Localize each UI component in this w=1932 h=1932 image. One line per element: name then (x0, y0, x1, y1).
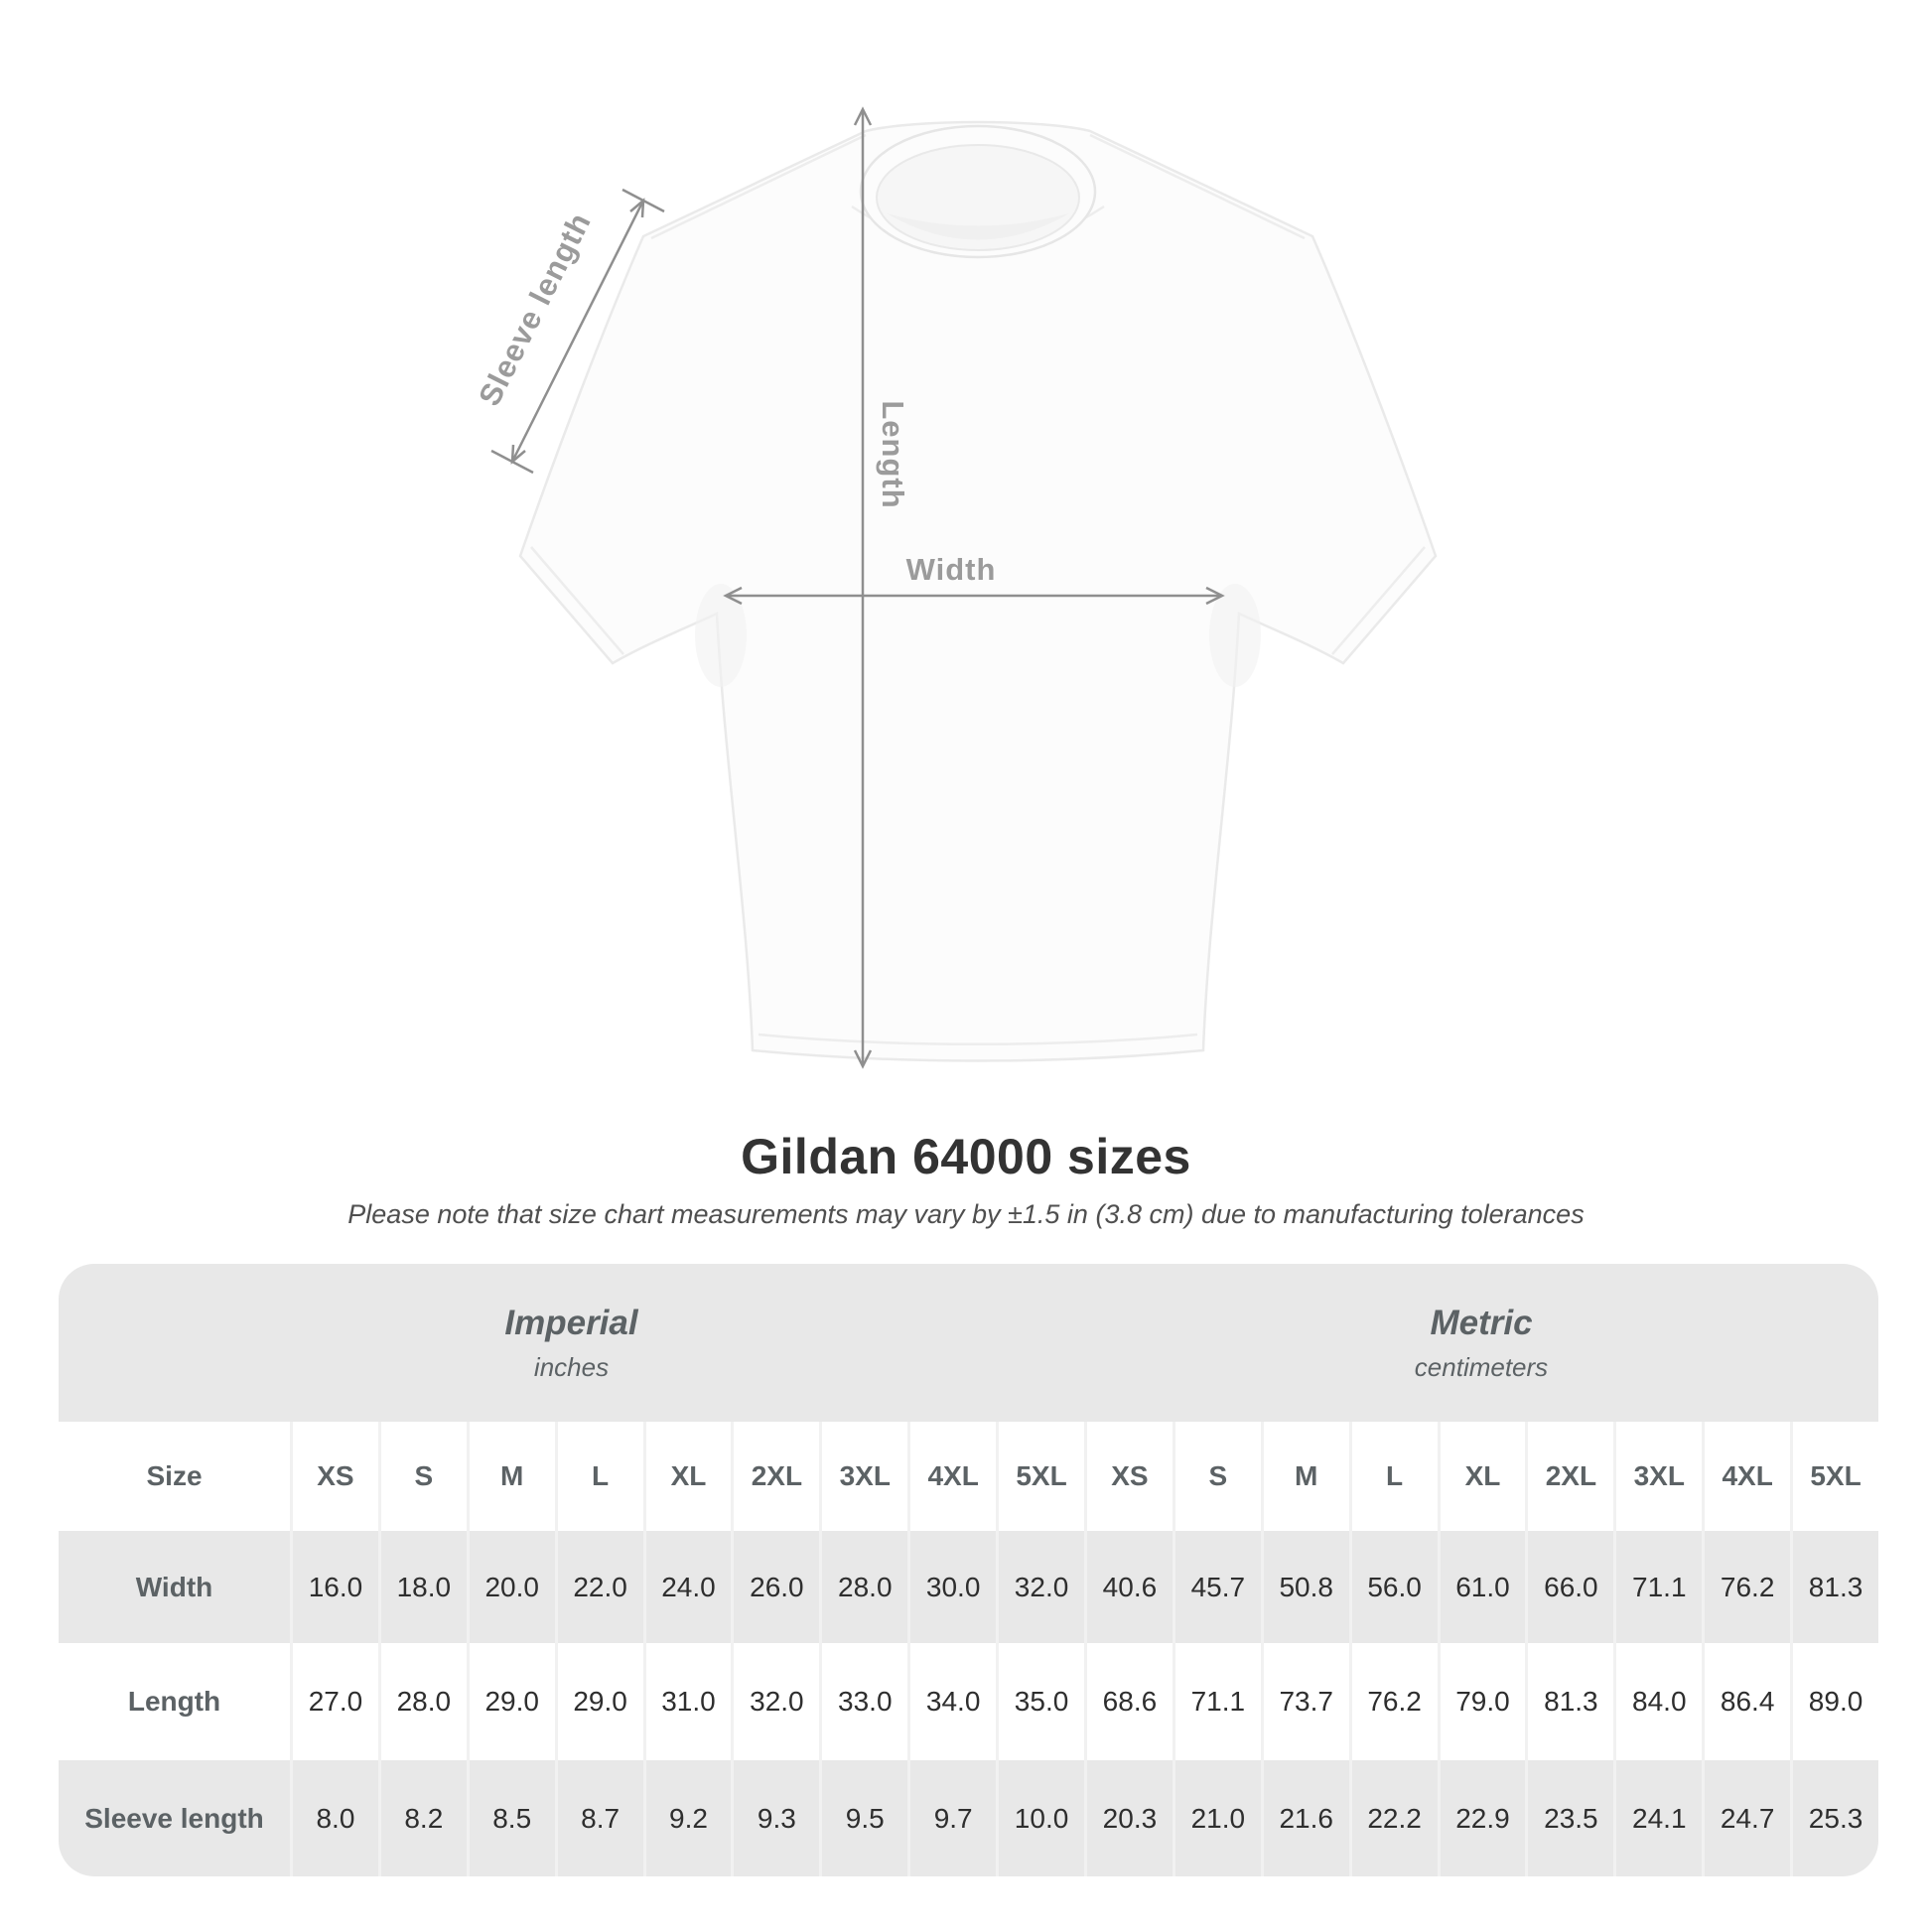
table-cell: 71.1 (1173, 1643, 1261, 1760)
size-column-header: XS (1084, 1422, 1173, 1531)
table-cell: 76.2 (1349, 1643, 1438, 1760)
tolerance-note: Please note that size chart measurements may vary by ±1.5 in (3.8 cm) due to manufacturing tolerances (347, 1199, 1585, 1229)
table-cell: 73.7 (1261, 1643, 1349, 1760)
imperial-unit-label: inches (533, 1351, 610, 1382)
table-cell: 25.3 (1790, 1760, 1878, 1876)
size-column-header: 3XL (819, 1422, 907, 1531)
size-column-header: M (467, 1422, 555, 1531)
table-cell: 35.0 (996, 1643, 1084, 1760)
table-cell: 33.0 (819, 1643, 907, 1760)
table-cell: 76.2 (1702, 1531, 1790, 1643)
table-cell: 32.0 (996, 1531, 1084, 1643)
size-column-header: L (555, 1422, 643, 1531)
table-cell: 9.7 (907, 1760, 996, 1876)
table-cell: 10.0 (996, 1760, 1084, 1876)
unit-group-row (59, 1264, 1878, 1422)
row-label: Sleeve length (84, 1802, 264, 1834)
table-cell: 30.0 (907, 1531, 996, 1643)
table-cell: 9.3 (731, 1760, 819, 1876)
table-cell: 22.9 (1438, 1760, 1526, 1876)
table-cell: 24.1 (1613, 1760, 1702, 1876)
table-cell: 22.2 (1349, 1760, 1438, 1876)
table-cell: 50.8 (1261, 1531, 1349, 1643)
table-cell: 34.0 (907, 1643, 996, 1760)
table-cell: 26.0 (731, 1531, 819, 1643)
size-column-header: XS (290, 1422, 378, 1531)
size-column-header: 2XL (1525, 1422, 1613, 1531)
tshirt-illustration (520, 122, 1436, 1061)
table-cell: 24.7 (1702, 1760, 1790, 1876)
table-cell: 31.0 (643, 1643, 732, 1760)
metric-label: Metric (1430, 1303, 1533, 1342)
table-cell: 21.6 (1261, 1760, 1349, 1876)
table-cell: 28.0 (378, 1643, 467, 1760)
size-column-header: S (1173, 1422, 1261, 1531)
table-cell: 71.1 (1613, 1531, 1702, 1643)
size-column-header: 3XL (1613, 1422, 1702, 1531)
table-cell: 16.0 (290, 1531, 378, 1643)
table-cell: 45.7 (1173, 1531, 1261, 1643)
imperial-group-header (59, 1264, 1084, 1422)
table-cell: 9.2 (643, 1760, 732, 1876)
table-cell: 27.0 (290, 1643, 378, 1760)
size-column-header: 5XL (1790, 1422, 1878, 1531)
table-cell: 81.3 (1525, 1643, 1613, 1760)
width-label: Width (905, 552, 997, 587)
table-cell: 81.3 (1790, 1531, 1878, 1643)
table-cell: 8.0 (290, 1760, 378, 1876)
table-cell: 8.5 (467, 1760, 555, 1876)
table-cell: 22.0 (555, 1531, 643, 1643)
metric-group-header (1084, 1264, 1878, 1422)
table-cell: 56.0 (1349, 1531, 1438, 1643)
size-table (59, 1264, 1878, 1876)
size-header-row (59, 1422, 1878, 1531)
imperial-label: Imperial (504, 1303, 638, 1342)
table-cell: 29.0 (555, 1643, 643, 1760)
sleeve-length-label: Sleeve length (472, 207, 599, 412)
table-cell: 79.0 (1438, 1643, 1526, 1760)
size-corner-label: Size (146, 1460, 203, 1491)
table-row-length (59, 1643, 1878, 1760)
table-row-sleeve-length (59, 1760, 1878, 1876)
table-cell: 20.3 (1084, 1760, 1173, 1876)
size-column-header: 4XL (907, 1422, 996, 1531)
table-cell: 86.4 (1702, 1643, 1790, 1760)
size-column-header: L (1349, 1422, 1438, 1531)
table-cell: 28.0 (819, 1531, 907, 1643)
table-cell: 8.7 (555, 1760, 643, 1876)
row-label: Length (127, 1686, 221, 1717)
table-cell: 23.5 (1525, 1760, 1613, 1876)
size-column-header: 5XL (996, 1422, 1084, 1531)
page-title: Gildan 64000 sizes (741, 1129, 1191, 1184)
table-cell: 40.6 (1084, 1531, 1173, 1643)
size-column-header: 4XL (1702, 1422, 1790, 1531)
table-cell: 20.0 (467, 1531, 555, 1643)
size-column-header: 2XL (731, 1422, 819, 1531)
size-column-header: XL (643, 1422, 732, 1531)
table-cell: 24.0 (643, 1531, 732, 1643)
table-cell: 8.2 (378, 1760, 467, 1876)
size-column-header: M (1261, 1422, 1349, 1531)
size-column-header: XL (1438, 1422, 1526, 1531)
row-label: Width (135, 1571, 213, 1602)
table-cell: 89.0 (1790, 1643, 1878, 1760)
table-cell: 61.0 (1438, 1531, 1526, 1643)
table-cell: 9.5 (819, 1760, 907, 1876)
table-cell: 18.0 (378, 1531, 467, 1643)
table-cell: 66.0 (1525, 1531, 1613, 1643)
table-cell: 29.0 (467, 1643, 555, 1760)
table-cell: 84.0 (1613, 1643, 1702, 1760)
table-row-width (59, 1531, 1878, 1643)
table-cell: 32.0 (731, 1643, 819, 1760)
table-cell: 68.6 (1084, 1643, 1173, 1760)
table-cell: 21.0 (1173, 1760, 1261, 1876)
length-label: Length (875, 400, 910, 509)
metric-unit-label: centimeters (1414, 1351, 1549, 1382)
size-column-header: S (378, 1422, 467, 1531)
